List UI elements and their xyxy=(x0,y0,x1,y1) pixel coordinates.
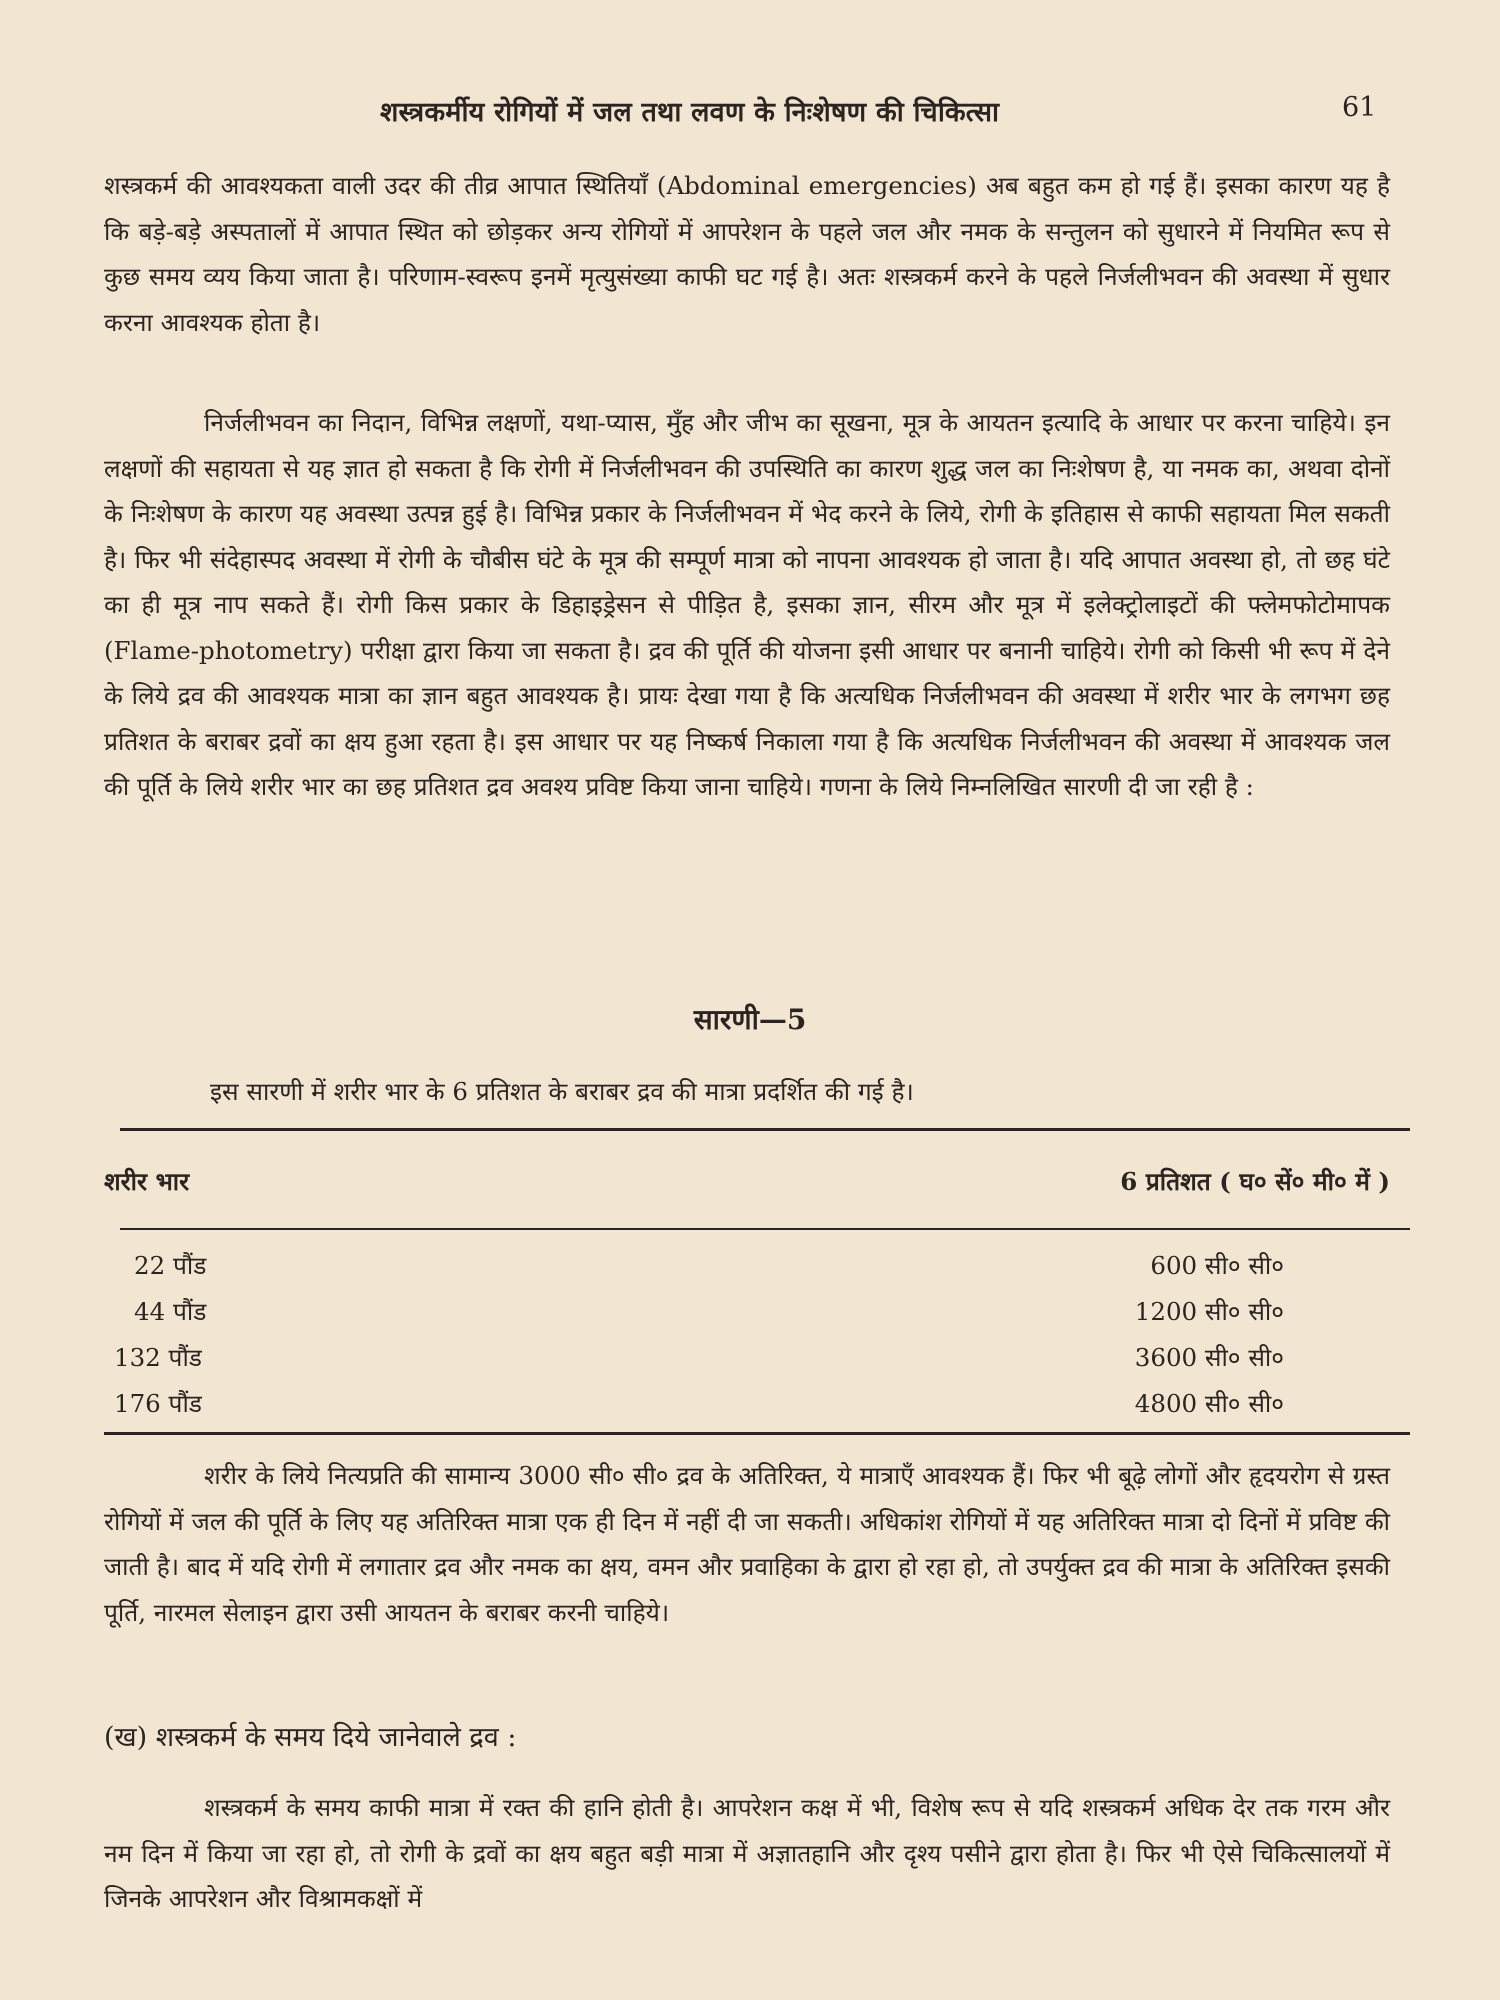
table-caption: इस सारणी में शरीर भार के 6 प्रतिशत के बराबर द्रव की मात्रा प्रदर्शित की गई है। xyxy=(210,1077,914,1106)
table-bottom-rule xyxy=(104,1432,1410,1435)
table-heading: सारणी—5 xyxy=(693,1003,807,1036)
cell-weight: 176 पौंड xyxy=(114,1389,202,1418)
running-head xyxy=(0,92,1500,132)
paragraph-4: शस्त्रकर्म के समय काफी मात्रा में रक्त की हानि होती है। आपरेशन कक्ष में भी, विशेष रूप से यदि शस्त्रकर्म अधिक देर तक गरम और नम दिन में किया जा रहा हो, तो रोगी के द्रवों का क्षय बहुत बड़ी मात्रा में अज्ञातहानि और दृश्य पसीने द्वारा होता है। फिर भी ऐसे चिकित्सालयों में जिनके आपरेशन और विश्रामकक्षों में xyxy=(104,1793,1390,1913)
cell-weight: 44 पौंड xyxy=(134,1297,207,1326)
page-number: 61 xyxy=(1342,92,1377,123)
cell-volume: 600 सी० सी० xyxy=(1150,1251,1284,1280)
table-row xyxy=(104,1243,1284,1289)
table-row xyxy=(104,1381,1284,1427)
cell-volume: 4800 सी० सी० xyxy=(1134,1389,1284,1418)
table-top-rule xyxy=(120,1128,1410,1131)
table-row xyxy=(104,1335,1284,1381)
table-body xyxy=(104,1243,1284,1427)
cell-volume: 3600 सी० सी० xyxy=(1134,1343,1284,1372)
paragraph-3: शरीर के लिये नित्यप्रति की सामान्य 3000 सी० सी० द्रव के अतिरिक्त, ये मात्राएँ आवश्यक हैं। फिर भी बूढ़े लोगों और हृदयरोग से ग्रस्त रोगियों में जल की पूर्ति के लिए यह अतिरिक्त मात्रा एक ही दिन में नहीं दी जा सकती। अधिकांश रोगियों में यह अतिरिक्त मात्रा दो दिनों में प्रविष्ट की जाती है। बाद में यदि रोगी में लगातार द्रव और नमक का क्षय, वमन और प्रवाहिका के द्वारा हो रहा हो, तो उपर्युक्त द्रव की मात्रा के अतिरिक्त इसकी पूर्ति, नारमल सेलाइन द्वारा उसी आयतन के बराबर करनी चाहिये। xyxy=(104,1461,1390,1627)
paragraph-2: निर्जलीभवन का निदान, विभिन्न लक्षणों, यथा-प्यास, मुँह और जीभ का सूखना, मूत्र के आयतन इत्यादि के आधार पर करना चाहिये। इन लक्षणों की सहायता से यह ज्ञात हो सकता है कि रोगी में निर्जलीभवन की उपस्थिति का कारण शुद्ध जल का निःशेषण है, या नमक का, अथवा दोनों के निःशेषण के कारण यह अवस्था उत्पन्न हुई है। विभिन्न प्रकार के निर्जलीभवन में भेद करने के लिये, रोगी के इतिहास से काफी सहायता मिल सकती है। फिर भी संदेहास्पद अवस्था में रोगी के चौबीस घंटे के मूत्र की सम्पूर्ण मात्रा को नापना आवश्यक हो जाता है। यदि आपात अवस्था हो, तो छह घंटे का ही मूत्र नाप सकते हैं। रोगी किस प्रकार के डिहाइड्रेसन से पीड़ित है, इसका ज्ञान, सीरम और मूत्र में इलेक्ट्रोलाइटों की फ्लेमफोटोमापक (Flame-photometry) परीक्षा द्वारा किया जा सकता है। द्रव की पूर्ति की योजना इसी आधार पर बनानी चाहिये। रोगी को किसी भी रूप में देने के लिये द्रव की आवश्यक मात्रा का ज्ञान बहुत आवश्यक है। प्रायः देखा गया है कि अत्यधिक निर्जलीभवन की अवस्था में शरीर भार के लगभग छह प्रतिशत के बराबर द्रवों का क्षय हुआ रहता है। इस आधार पर यह निष्कर्ष निकाला गया है कि अत्यधिक निर्जलीभवन की अवस्था में आवश्यक जल की पूर्ति के लिये शरीर भार का छह प्रतिशत द्रव अवश्य प्रविष्ट किया जाना चाहिये। गणना के लिये निम्नलिखित सारणी दी जा रही है : xyxy=(104,408,1390,801)
paragraph-1: शस्त्रकर्म की आवश्यकता वाली उदर की तीव्र आपात स्थितियाँ (Abdominal emergencies) अब बहुत कम हो गई हैं। इसका कारण यह है कि बड़े-बड़े अस्पतालों में आपात स्थित को छोड़कर अन्य रोगियों में आपरेशन के पहले जल और नमक के सन्तुलन को सुधारने में नियमित रूप से कुछ समय व्यय किया जाता है। परिणाम-स्वरूप इनमें मृत्युसंख्या काफी घट गई है। अतः शस्त्रकर्म करने के पहले निर्जलीभवन की अवस्था में सुधार करना आवश्यक होता है। xyxy=(104,171,1391,337)
table-row xyxy=(104,1289,1284,1335)
cell-weight: 132 पौंड xyxy=(114,1343,202,1372)
column-header-volume: 6 प्रतिशत ( घ० सें० मी० में ) xyxy=(1120,1167,1390,1196)
running-title: शस्त्रकर्मीय रोगियों में जल तथा लवण के निःशेषण की चिकित्सा xyxy=(380,97,1000,128)
section-subheading: (ख) शस्त्रकर्म के समय दिये जानेवाले द्रव : xyxy=(104,1722,517,1753)
cell-weight: 22 पौंड xyxy=(134,1251,207,1280)
column-header-weight: शरीर भार xyxy=(104,1167,190,1196)
table-header-rule xyxy=(120,1228,1410,1230)
cell-volume: 1200 सी० सी० xyxy=(1134,1297,1284,1326)
